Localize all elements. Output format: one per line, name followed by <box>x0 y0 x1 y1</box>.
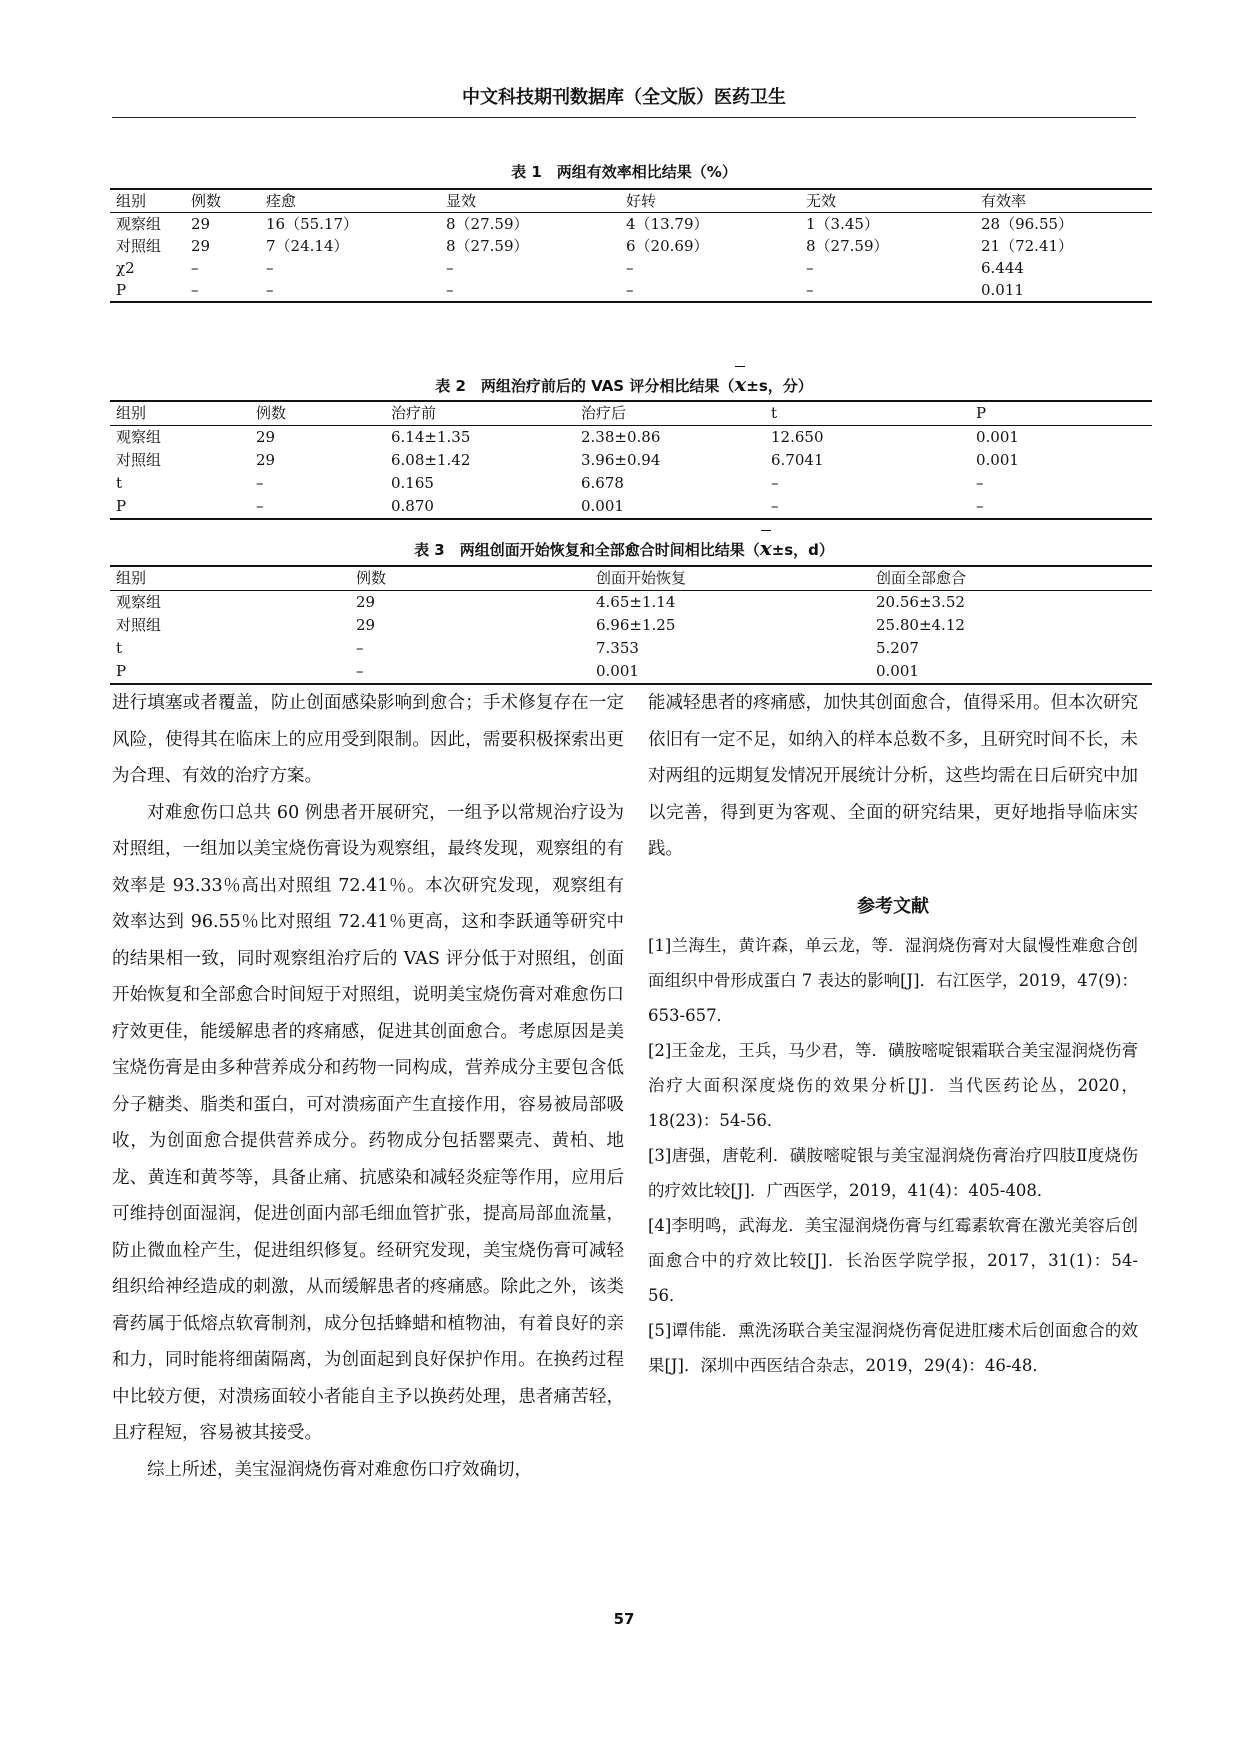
table-cell: – <box>806 259 814 277</box>
table-row <box>110 426 1152 450</box>
table-cell: 0.001 <box>976 451 1019 469</box>
table-cell: – <box>266 281 274 299</box>
table-row <box>110 660 1152 684</box>
table3-caption-unit: ±s，d） <box>771 541 834 559</box>
table2-header-cell: 治疗前 <box>391 404 437 422</box>
table1-header-cell: 显效 <box>446 192 477 210</box>
table1-header-cell: 痊愈 <box>266 192 297 210</box>
table-cell: 3.96±0.94 <box>581 451 661 469</box>
table1-header-cell: 有效率 <box>981 192 1027 210</box>
table-cell: – <box>626 259 634 277</box>
table-cell: 29 <box>256 451 276 469</box>
table1-header-cell: 组别 <box>116 192 147 210</box>
body-paragraph: 对难愈伤口总共 60 例患者开展研究，一组予以常规治疗设为对照组，一组加以美宝烧伤膏设为观察组，最终发现，观察组的有效率是 93.33％高出对照组 72.41％。本次研究发现，观察组有效率达到 96.55％比对照组 72.41％更高，这和李跃通等研究中的结果相一致，同时观察组治疗后的 VAS 评分低于对照组，创面开始恢复和全部愈合时间短于对照组，说明美宝烧伤膏对难愈伤口疗效更佳，能缓解患者的疼痛感，促进其创面愈合。考虑原因是美宝烧伤膏是由多种营养成分和药物一同构成，营养成分主要包含低分子糖类、脂类和蛋白，可对溃疡面产生直接作用，容易被局部吸收，为创面愈合提供营养成分。药物成分包括罂粟壳、黄柏、地龙、黄连和黄芩等，具备止痛、抗感染和减轻炎症等作用，应用后可维持创面湿润，促进创面内部毛细血管扩张，提高局部血流量，防止微血栓产生，促进组织修复。经研究发现，美宝烧伤膏可减轻组织给神经造成的刺激，从而缓解患者的疼痛感。除此之外，该类膏药属于低熔点软膏制剂，成分包括蜂蜡和植物油，有着良好的亲和力，同时能将细菌隔离，为创面起到良好保护作用。在换药过程中比较方便，对溃疡面较小者能自主予以换药处理，患者痛苦轻，且疗程短，容易被其接受。 <box>112 802 624 1443</box>
table-cell: – <box>626 281 634 299</box>
table-cell: 25.80±4.12 <box>876 616 965 634</box>
table-cell: χ2 <box>116 259 135 277</box>
table-row <box>110 235 1152 257</box>
table-cell: 1（3.45） <box>806 215 879 233</box>
table-cell: 7.353 <box>596 639 639 657</box>
table-row <box>110 449 1152 472</box>
table-cell: – <box>771 497 779 515</box>
table-cell: 6.7041 <box>771 451 824 469</box>
table-cell: – <box>266 259 274 277</box>
table-cell: P <box>116 662 127 680</box>
table-cell: 6.14±1.35 <box>391 428 471 446</box>
table-cell: 8（27.59） <box>446 237 529 255</box>
table-cell: 8（27.59） <box>806 237 889 255</box>
table2-header-cell: P <box>976 404 987 422</box>
table-cell: 0.870 <box>391 497 434 515</box>
table3-header-cell: 创面开始恢复 <box>596 569 687 587</box>
table-row <box>110 495 1152 519</box>
header-rule <box>112 117 1136 118</box>
table-cell: 12.650 <box>771 428 824 446</box>
table-cell: 4（13.79） <box>626 215 709 233</box>
table-cell: 8（27.59） <box>446 215 529 233</box>
table-cell: – <box>446 281 454 299</box>
table-cell: P <box>116 281 127 299</box>
table2-caption-text: 表 2 两组治疗前后的 VAS 评分相比结果（ <box>435 377 735 395</box>
table-row <box>110 279 1152 302</box>
table-row <box>110 614 1152 637</box>
table-cell: 0.165 <box>391 474 434 492</box>
table-cell: 0.001 <box>876 662 919 680</box>
body-paragraph: 综上所述，美宝湿润烧伤膏对难愈伤口疗效确切， <box>147 1459 532 1480</box>
table3-header-row <box>110 566 1152 591</box>
table-cell: 29 <box>191 237 211 255</box>
table-cell: 观察组 <box>116 215 162 233</box>
reference-item: [4]李明鸣，武海龙．美宝湿润烧伤膏与红霉素软膏在激光美容后创面愈合中的疗效比较[J]．长治医学院学报，2017，31(1)：54-56． <box>648 1215 1138 1305</box>
table-cell: 对照组 <box>116 237 162 255</box>
table3-header-cell: 例数 <box>356 569 387 587</box>
x-bar-symbol: x <box>759 536 772 560</box>
table-cell: 7（24.14） <box>266 237 349 255</box>
table-cell: 16（55.17） <box>266 215 359 233</box>
table-cell: 2.38±0.86 <box>581 428 661 446</box>
table-cell: 6.444 <box>981 259 1024 277</box>
table2-caption <box>112 372 1136 398</box>
table-cell: 5.207 <box>876 639 919 657</box>
table2-header-row <box>110 401 1152 426</box>
body-left-column <box>112 685 624 1488</box>
references-title: 参考文献 <box>857 895 929 917</box>
table-cell: – <box>256 474 264 492</box>
table-cell: 0.001 <box>596 662 639 680</box>
table-cell: – <box>191 259 199 277</box>
table-cell: 0.001 <box>581 497 624 515</box>
table1-header-cell: 无效 <box>806 192 837 210</box>
table-cell: 0.001 <box>976 428 1019 446</box>
table-cell: t <box>116 639 123 657</box>
table3-header-cell: 组别 <box>116 569 147 587</box>
table-cell: 观察组 <box>116 428 162 446</box>
table1 <box>110 188 1152 303</box>
table-cell: t <box>116 474 123 492</box>
table-cell: – <box>806 281 814 299</box>
page-number: 57 <box>613 1610 635 1628</box>
table-cell: 29 <box>356 616 376 634</box>
reference-item: [1]兰海生，黄许森，单云龙，等．湿润烧伤膏对大鼠慢性难愈合创面组织中骨形成蛋白 7 表达的影响[J]．右江医学，2019，47(9)：653-657． <box>648 935 1138 1025</box>
table-row <box>110 637 1152 660</box>
table2-header-cell: 组别 <box>116 404 147 422</box>
table-row <box>110 591 1152 615</box>
table1-header-cell: 例数 <box>191 192 222 210</box>
table-cell: 观察组 <box>116 593 162 611</box>
table-cell: – <box>256 497 264 515</box>
table2-caption-unit: ±s，分） <box>746 377 813 395</box>
body-paragraph: 能减轻患者的疼痛感，加快其创面愈合，值得采用。但本次研究依旧有一定不足，如纳入的样本总数不多，且研究时间不长，未对两组的远期复发情况开展统计分析，这些均需在日后研究中加以完善，得到更为客观、全面的研究结果，更好地指导临床实践。 <box>648 693 1138 859</box>
table-cell: 4.65±1.14 <box>596 593 676 611</box>
table3-caption <box>112 536 1136 562</box>
table-row <box>110 213 1152 236</box>
table1-caption: 表 1 两组有效率相比结果（%） <box>511 163 737 181</box>
table1-header-row <box>110 189 1152 213</box>
table-cell: 6（20.69） <box>626 237 709 255</box>
table3-header-cell: 创面全部愈合 <box>876 569 967 587</box>
table-cell: 20.56±3.52 <box>876 593 965 611</box>
table-cell: 0.011 <box>981 281 1024 299</box>
table-cell: 6.96±1.25 <box>596 616 676 634</box>
table-cell: 对照组 <box>116 616 162 634</box>
reference-item: [3]唐强，唐乾利．磺胺嘧啶银与美宝湿润烧伤膏治疗四肢Ⅱ度烧伤的疗效比较[J]．广西医学，2019，41(4)：405-408． <box>648 1145 1138 1200</box>
body-paragraph: 进行填塞或者覆盖，防止创面感染影响到愈合；手术修复存在一定风险，使得其在临床上的应用受到限制。因此，需要积极探索出更为合理、有效的治疗方案。 <box>112 693 624 786</box>
reference-item: [2]王金龙，王兵，马少君，等．磺胺嘧啶银霜联合美宝湿润烧伤膏治疗大面积深度烧伤的效果分析[J]．当代医药论丛，2020，18(23)：54-56． <box>648 1040 1138 1130</box>
table-cell: – <box>356 639 364 657</box>
x-bar-symbol: x <box>734 372 747 396</box>
table-cell: 6.08±1.42 <box>391 451 471 469</box>
table-cell: 29 <box>356 593 376 611</box>
table3-caption-text: 表 3 两组创面开始恢复和全部愈合时间相比结果（ <box>414 541 760 559</box>
table-cell: 对照组 <box>116 451 162 469</box>
table-cell: 29 <box>191 215 211 233</box>
table3 <box>110 565 1152 685</box>
table-cell: P <box>116 497 127 515</box>
reference-item: [5]谭伟能．熏洗汤联合美宝湿润烧伤膏促进肛瘘术后创面愈合的效果[J]．深圳中西医结合杂志，2019，29(4)：46-48． <box>648 1320 1138 1375</box>
table1-header-cell: 好转 <box>626 192 657 210</box>
table-cell: – <box>446 259 454 277</box>
table-cell: – <box>191 281 199 299</box>
table-cell: 29 <box>256 428 276 446</box>
table-row <box>110 257 1152 279</box>
table2-header-cell: 例数 <box>256 404 287 422</box>
journal-header: 中文科技期刊数据库（全文版）医药卫生 <box>462 87 786 108</box>
table-cell: 28（96.55） <box>981 215 1074 233</box>
body-right-column <box>648 685 1138 1383</box>
table-cell: – <box>771 474 779 492</box>
table-cell: – <box>356 662 364 680</box>
table-cell: 6.678 <box>581 474 624 492</box>
table-row <box>110 472 1152 495</box>
table-cell: – <box>976 497 984 515</box>
table-cell: – <box>976 474 984 492</box>
table-cell: 21（72.41） <box>981 237 1074 255</box>
table2-header-cell: t <box>771 404 778 422</box>
table2-header-cell: 治疗后 <box>581 404 627 422</box>
table2 <box>110 400 1152 520</box>
